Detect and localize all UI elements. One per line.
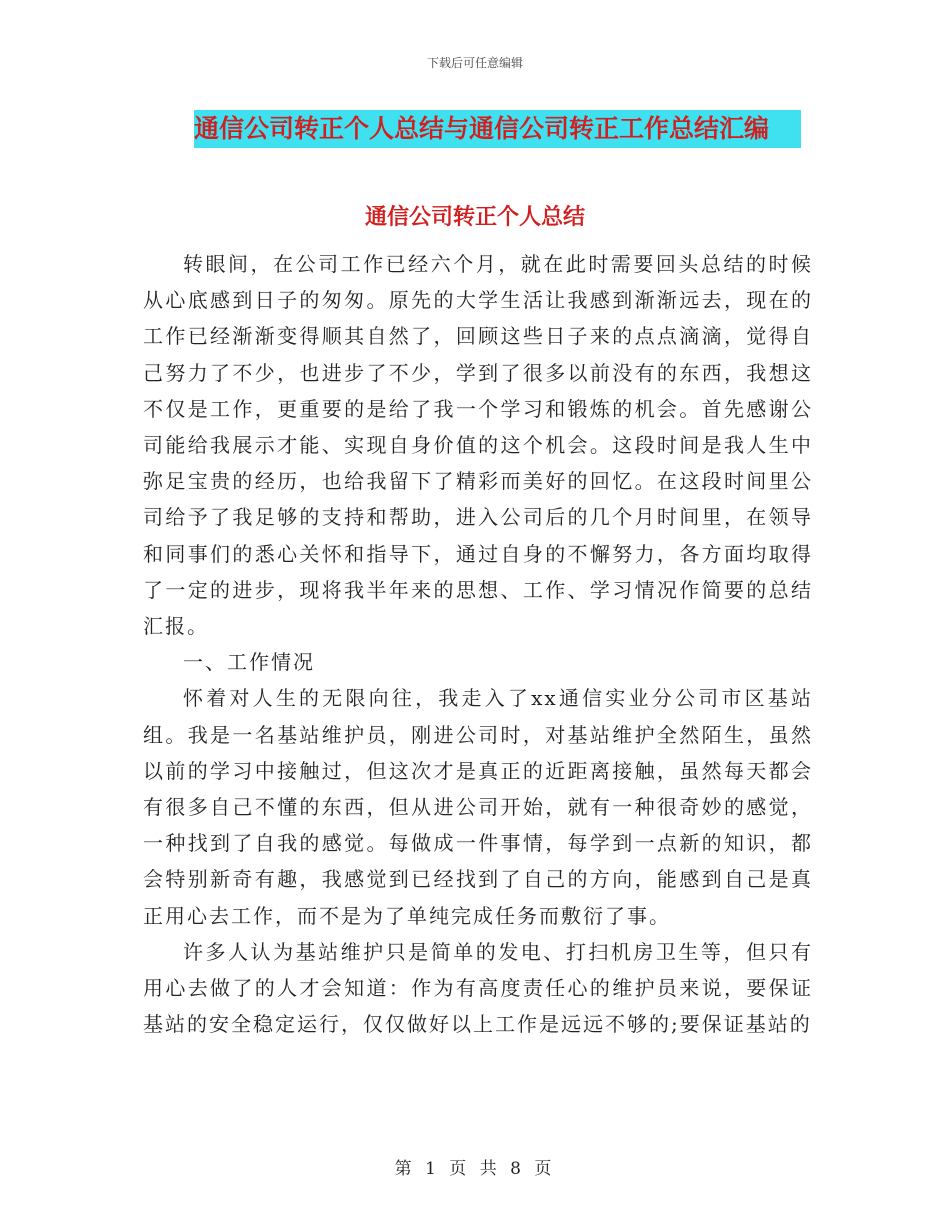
- document-title: 通信公司转正个人总结与通信公司转正工作总结汇编: [194, 110, 801, 148]
- header-note: 下载后可任意编辑: [426, 56, 523, 70]
- section-heading-work: 一、工作情况: [183, 650, 315, 675]
- paragraph-work-2: 许多人认为基站维护只是简单的发电、打扫机房卫生等，但只有用心去做了的人才会知道：作为有高度责任心的维护员来说，要保证基站的安全稳定运行，仅仅做好以上工作是远远不够的;要保证基站的: [143, 939, 813, 1037]
- page-footer: 第 1 页 共 8 页: [394, 1159, 556, 1179]
- paragraph-intro: 转眼间，在公司工作已经六个月，就在此时需要回头总结的时候从心底感到日子的匆匆。原先的大学生活让我感到渐渐远去，现在的工作已经渐渐变得顺其自然了，回顾这些日子来的点点滴滴，觉得自己努力了不少，也进步了不少，学到了很多以前没有的东西，我想这不仅是工作，更重要的是给了我一个学习和锻炼的机会。首先感谢公司能给我展示才能、实现自身价值的这个机会。这段时间是我人生中弥足宝贵的经历，也给我留下了精彩而美好的回忆。在这段时间里公司给予了我足够的支持和帮助，进入公司后的几个月时间里，在领导和同事们的悉心关怀和指导下，通过自身的不懈努力，各方面均取得了一定的进步，现将我半年来的思想、工作、学习情况作简要的总结汇报。: [143, 252, 813, 639]
- paragraph-work-1: 怀着对人生的无限向往，我走入了xx通信实业分公司市区基站组。我是一名基站维护员，刚进公司时，对基站维护全然陌生，虽然以前的学习中接触过，但这次才是真正的近距离接触，虽然每天都会有很多自己不懂的东西，但从进公司开始，就有一种很奇妙的感觉，一种找到了自我的感觉。每做成一件事情，每学到一点新的知识，都会特别新奇有趣，我感觉到已经找到了自己的方向，能感到自己是真正用心去工作，而不是为了单纯完成任务而敷衍了事。: [143, 686, 813, 928]
- section-title: 通信公司转正个人总结: [364, 204, 585, 230]
- document-body: [143, 246, 813, 1042]
